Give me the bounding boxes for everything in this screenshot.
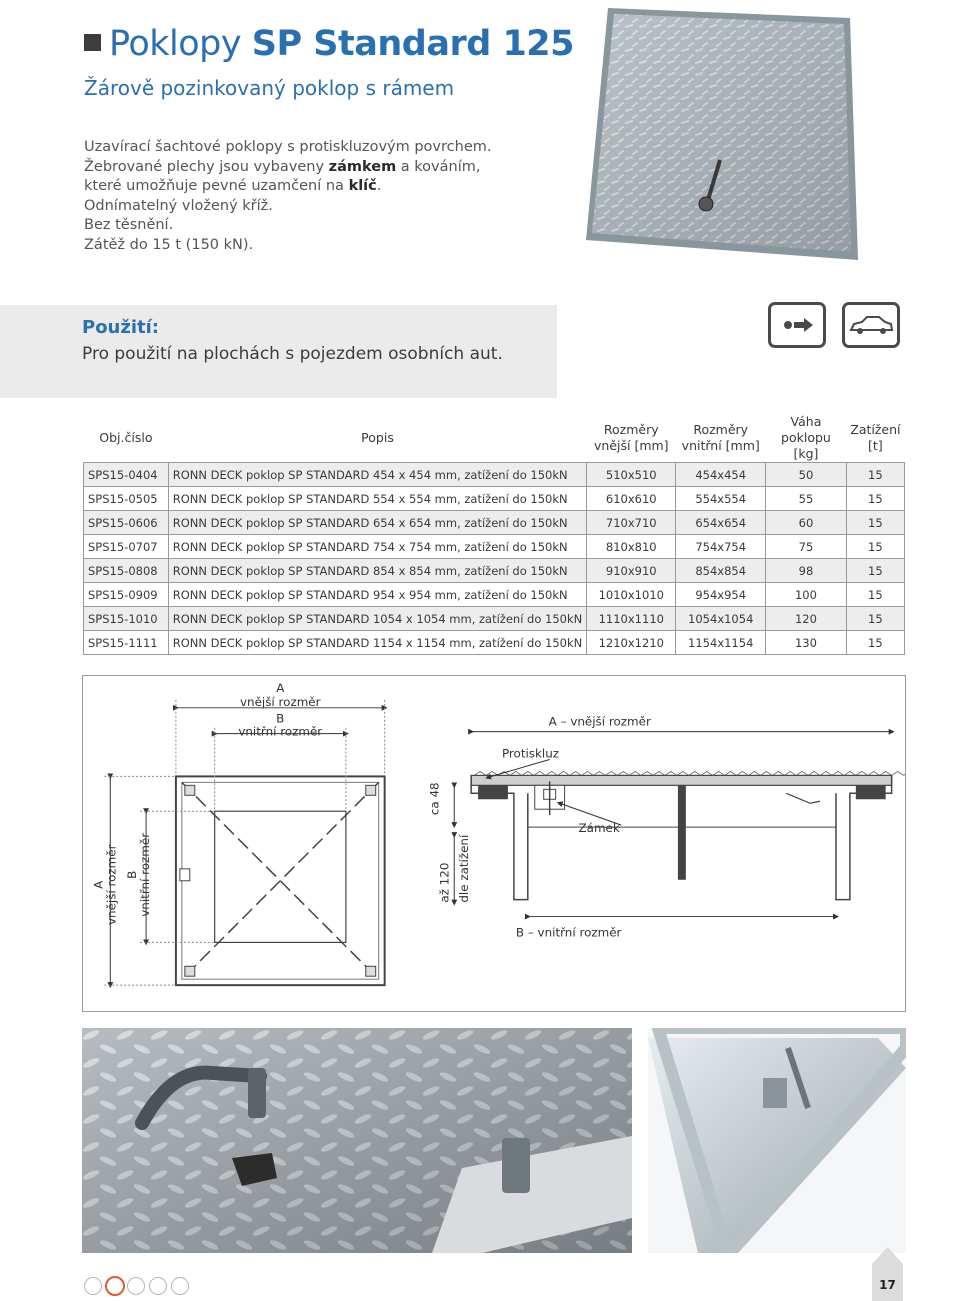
nav-dot-1 <box>84 1277 102 1295</box>
table-row <box>84 535 905 559</box>
cell-load: 15 <box>846 607 904 631</box>
cell-weight: 60 <box>766 511 847 535</box>
table-row <box>84 487 905 511</box>
product-description <box>84 138 491 255</box>
desc-line-6: Zátěž do 15 t (150 kN). <box>84 236 254 253</box>
table-row <box>84 511 905 535</box>
nav-dot-5 <box>171 1277 189 1295</box>
table-header-row <box>84 414 905 463</box>
cell-inner: 454x454 <box>676 463 766 487</box>
table-row <box>84 631 905 655</box>
cell-desc: RONN DECK poklop SP STANDARD 1054 x 1054 mm, zatížení do 150kN <box>168 607 587 631</box>
pedestrian-arrow-icon <box>768 302 826 348</box>
cell-inner: 754x754 <box>676 535 766 559</box>
cell-desc: RONN DECK poklop SP STANDARD 454 x 454 mm, zatížení do 150kN <box>168 463 587 487</box>
az120-label: až 120 <box>437 862 452 903</box>
cell-inner: 854x854 <box>676 559 766 583</box>
cell-outer: 710x710 <box>587 511 676 535</box>
dim-a-side-label: vnější rozměr <box>104 844 119 926</box>
desc-line-4: Odnímatelný vložený kříž. <box>84 197 273 214</box>
title-bold: SP Standard 125 <box>251 24 574 64</box>
cell-code: SPS15-0606 <box>84 511 169 535</box>
cell-inner: 1154x1154 <box>676 631 766 655</box>
section-b-label: B – vnitřní rozměr <box>515 925 622 940</box>
page-title <box>84 24 574 64</box>
cell-code: SPS15-1111 <box>84 631 169 655</box>
cell-outer: 1010x1010 <box>587 583 676 607</box>
cell-weight: 130 <box>766 631 847 655</box>
cell-outer: 910x910 <box>587 559 676 583</box>
col-header-inner: Rozměry vnitřní [mm] <box>681 422 760 453</box>
cell-desc: RONN DECK poklop SP STANDARD 754 x 754 mm, zatížení do 150kN <box>168 535 587 559</box>
zamek-label: Zámek <box>578 821 620 836</box>
cell-code: SPS15-0505 <box>84 487 169 511</box>
cell-code: SPS15-0808 <box>84 559 169 583</box>
nav-dot-2-active <box>105 1276 125 1296</box>
cell-code: SPS15-0707 <box>84 535 169 559</box>
col-header-code: Obj.číslo <box>99 430 153 445</box>
cell-code: SPS15-1010 <box>84 607 169 631</box>
lock-detail-photo <box>82 1028 632 1253</box>
car-icon <box>842 302 900 348</box>
cell-desc: RONN DECK poklop SP STANDARD 1154 x 1154 mm, zatížení do 150kN <box>168 631 587 655</box>
cell-weight: 120 <box>766 607 847 631</box>
cell-weight: 50 <box>766 463 847 487</box>
protiskluz-label: Protiskluz <box>501 746 560 761</box>
nav-dot-4 <box>149 1277 167 1295</box>
dim-a-top: A <box>276 680 285 695</box>
cell-desc: RONN DECK poklop SP STANDARD 654 x 654 mm, zatížení do 150kN <box>168 511 587 535</box>
table-row <box>84 607 905 631</box>
section-a-label: A – vnější rozměr <box>548 714 651 729</box>
dle-zatizeni-label: dle zatížení <box>457 834 472 903</box>
col-header-load: Zatížení [t] <box>850 422 901 453</box>
desc-line-1: Uzavírací šachtové poklopy s protiskluzovým povrchem. <box>84 139 492 155</box>
ca48-label: ca 48 <box>427 782 442 816</box>
dim-b-side: B <box>125 870 140 879</box>
page-subtitle: Žárově pozinkovaný poklop s rámem <box>84 76 455 100</box>
section-view <box>471 771 906 899</box>
cell-code: SPS15-0404 <box>84 463 169 487</box>
cell-outer: 1210x1210 <box>587 631 676 655</box>
title-light: Poklopy <box>109 24 242 64</box>
cell-load: 15 <box>846 583 904 607</box>
dim-b-top: B <box>276 711 285 726</box>
hatch-cover-product-image <box>568 0 870 270</box>
cell-weight: 98 <box>766 559 847 583</box>
table-row <box>84 583 905 607</box>
cell-outer: 1110x1110 <box>587 607 676 631</box>
cell-outer: 510x510 <box>587 463 676 487</box>
nav-dot-3 <box>127 1277 145 1295</box>
desc-line-5: Bez těsnění. <box>84 217 174 233</box>
cell-desc: RONN DECK poklop SP STANDARD 554 x 554 mm, zatížení do 150kN <box>168 487 587 511</box>
cell-load: 15 <box>846 511 904 535</box>
cell-code: SPS15-0909 <box>84 583 169 607</box>
cell-weight: 55 <box>766 487 847 511</box>
cell-inner: 554x554 <box>676 487 766 511</box>
dim-a-top-label: vnější rozměr <box>240 694 321 709</box>
col-header-desc: Popis <box>361 430 394 445</box>
cell-inner: 1054x1054 <box>676 607 766 631</box>
table-row <box>84 463 905 487</box>
dim-b-top-label: vnitřní rozměr <box>238 724 323 739</box>
cell-outer: 610x610 <box>587 487 676 511</box>
cell-weight: 100 <box>766 583 847 607</box>
cell-desc: RONN DECK poklop SP STANDARD 854 x 854 mm, zatížení do 150kN <box>168 559 587 583</box>
col-header-outer: Rozměry vnější [mm] <box>594 422 669 453</box>
page-corner-triangle <box>872 1247 903 1264</box>
page-number: 17 <box>872 1264 903 1301</box>
title-square-bullet <box>84 34 101 51</box>
desc-line-2: Žebrované plechy jsou vybaveny zámkem a kováním, <box>84 158 481 175</box>
usage-box <box>0 305 557 398</box>
cell-load: 15 <box>846 487 904 511</box>
cell-outer: 810x810 <box>587 535 676 559</box>
usage-text: Pro použití na plochách s pojezdem osobních aut. <box>82 344 503 364</box>
product-table <box>83 414 905 655</box>
col-header-weight: Váha poklopu [kg] <box>781 414 831 461</box>
table-row <box>84 559 905 583</box>
dim-b-side-label: vnitřní rozměr <box>138 832 153 917</box>
dim-a-side: A <box>91 880 106 889</box>
usage-heading: Použití: <box>82 317 159 338</box>
frame-corner-photo <box>648 1028 906 1253</box>
cell-inner: 954x954 <box>676 583 766 607</box>
desc-line-3: které umožňuje pevné uzamčení na klíč. <box>84 178 382 194</box>
cell-load: 15 <box>846 559 904 583</box>
cell-desc: RONN DECK poklop SP STANDARD 954 x 954 mm, zatížení do 150kN <box>168 583 587 607</box>
cell-load: 15 <box>846 631 904 655</box>
plan-view <box>176 776 385 985</box>
cell-weight: 75 <box>766 535 847 559</box>
technical-drawing <box>82 675 906 1012</box>
cell-load: 15 <box>846 463 904 487</box>
cell-load: 15 <box>846 535 904 559</box>
cell-inner: 654x654 <box>676 511 766 535</box>
